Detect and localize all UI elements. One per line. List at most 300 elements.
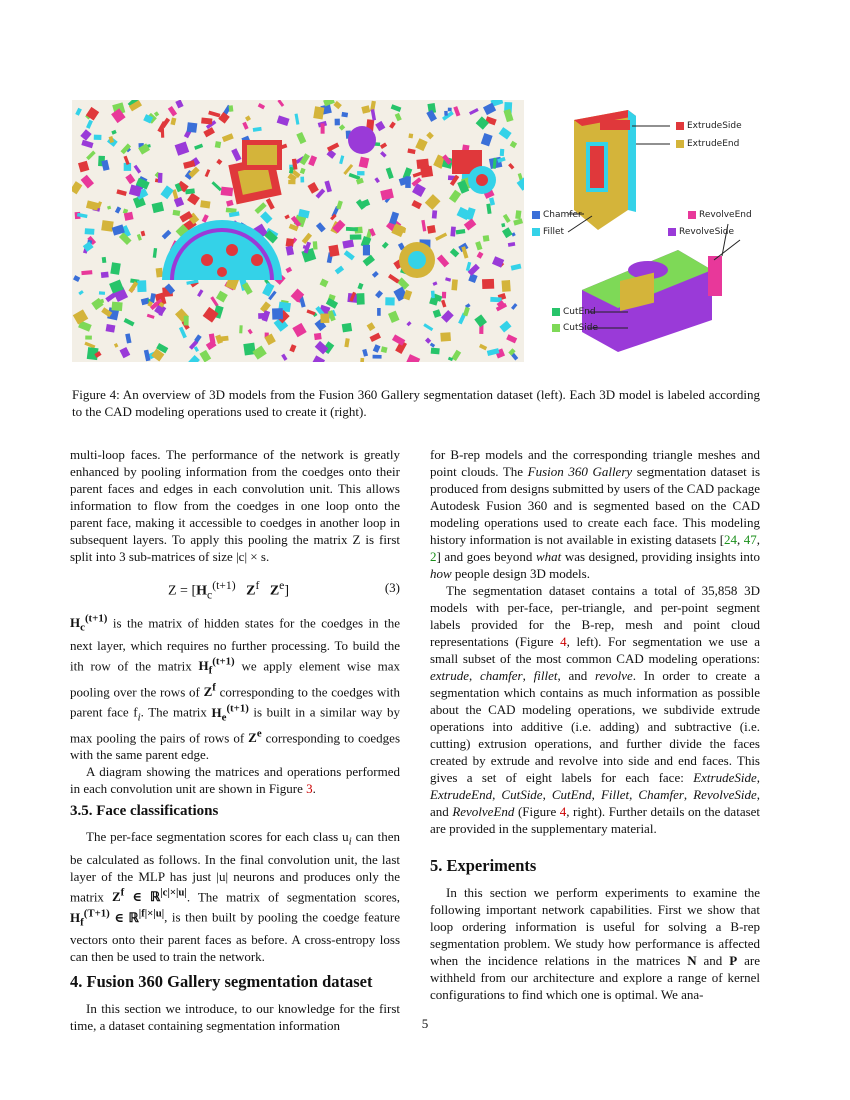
gallery-shape [203, 127, 215, 137]
math-z-e: $Z^e$ [248, 728, 262, 746]
gallery-shape [359, 157, 370, 169]
gallery-shape [216, 159, 222, 165]
gallery-shape [405, 176, 411, 188]
label-extrude-side [676, 121, 742, 131]
chamfer-swatch [532, 211, 540, 219]
paragraph [430, 884, 760, 1003]
gallery-shape [363, 255, 375, 267]
eq-zf: Z [246, 583, 256, 599]
gallery-shape [499, 321, 511, 333]
gallery-shape [160, 185, 173, 199]
revolve-end-swatch [688, 211, 696, 219]
gallery-shape [370, 333, 381, 342]
gallery-shape [411, 200, 422, 209]
gallery-shape [137, 280, 146, 292]
gallery-shape [441, 310, 454, 323]
gallery-shape [300, 168, 306, 174]
cut-side-swatch [552, 324, 560, 332]
gallery-shape [187, 193, 200, 206]
gallery-shape [328, 245, 339, 257]
gallery-shape [415, 138, 427, 151]
gallery-shape [344, 338, 349, 347]
gallery-shape [101, 160, 109, 171]
gallery-shape [342, 323, 352, 333]
gallery-shape [125, 174, 135, 185]
gallery-shape [94, 135, 102, 140]
gallery-shape [451, 350, 461, 361]
text: is built in a similar way by max pooling the pairs of rows of [70, 704, 401, 746]
gallery-shape [511, 264, 522, 271]
gallery-shape [377, 308, 381, 316]
text: . The matrix [140, 704, 207, 720]
gallery-shape [444, 111, 448, 116]
text: we apply element wise max pooling over the rows of [70, 658, 401, 700]
gallery-shape [513, 218, 523, 225]
gallery-shape [216, 291, 228, 303]
text: segmentation dataset is produced from designs submitted by users of the CAD package Autodesk Fusion 360 and is segmented based on the CAD modeling operations used to create each face. This modeling history information is not available in existing datasets [ [430, 464, 761, 547]
gallery-shape [156, 268, 164, 278]
gallery-shape [308, 155, 317, 166]
gallery-shape [453, 106, 460, 116]
gallery-shape [448, 108, 452, 112]
label-text: CutEnd [563, 307, 596, 317]
gallery-shape [380, 151, 387, 158]
gallery-shape [106, 324, 116, 333]
extrude-end-swatch [676, 140, 684, 148]
gallery-shape [375, 290, 383, 298]
gallery-shape [242, 122, 248, 130]
eq-ze: Z [269, 583, 280, 599]
section-heading-4: 4. Fusion 360 Gallery segmentation dataset [70, 972, 373, 992]
gallery-shape [431, 291, 435, 299]
gallery-shape [435, 232, 447, 240]
gallery-shape [437, 254, 449, 267]
text: for B-rep models and the corresponding triangle meshes and point clouds. The [430, 447, 760, 479]
gallery-shape [380, 142, 387, 148]
gallery-shape [425, 194, 441, 210]
math-h-c: $H_c^{(t+1)}$ [70, 613, 108, 634]
math-subscript-i: i [137, 711, 141, 724]
emphasis: CutSide [501, 787, 543, 802]
gallery-shape [371, 109, 376, 120]
gallery-shape [336, 200, 343, 209]
gallery-shape [147, 314, 155, 319]
label-text: RevolveSide [679, 227, 735, 237]
gallery-shape [183, 160, 195, 169]
gallery-shape [73, 309, 88, 324]
gallery-shape [440, 332, 451, 341]
gallery-shape [173, 210, 181, 216]
gallery-shape [381, 346, 388, 353]
gallery-shape [85, 228, 95, 235]
paragraph: In this section we introduce, to our knowledge for the first time, a dataset containing segmentation information [70, 1001, 400, 1034]
gallery-shape [406, 321, 411, 326]
gallery-shape [116, 189, 127, 196]
gallery-shape [200, 200, 210, 208]
gallery-shape [464, 219, 477, 231]
revolve-side-swatch [668, 228, 676, 236]
gallery-shape [382, 242, 389, 249]
gallery-shape [463, 307, 470, 317]
gallery-shape [389, 122, 396, 129]
gallery-shape [511, 303, 517, 310]
gallery-shape [423, 323, 433, 331]
text: , left). For segmentation we use a small subset of the most common CAD modeling operations: [430, 634, 760, 666]
gallery-shape [421, 220, 426, 232]
gallery-shape [221, 187, 234, 197]
gallery-shape [433, 309, 442, 318]
gallery-shape [231, 148, 241, 161]
gallery-shape [107, 206, 111, 210]
gallery-shape [152, 202, 164, 213]
section-heading-5: 5. Experiments [430, 856, 537, 875]
label-text: RevolveEnd [699, 210, 752, 220]
gallery-shape [357, 283, 363, 290]
gallery-shape [80, 129, 91, 140]
gallery-shape [175, 141, 190, 155]
gallery-shape [504, 109, 514, 122]
gallery-shape [374, 177, 380, 183]
gallery-shape [295, 113, 300, 124]
emphasis: Fillet [600, 787, 630, 802]
label-cut-end [552, 307, 596, 317]
emphasis: what [535, 549, 562, 564]
gallery-shape [154, 111, 159, 116]
emphasis: extrude [430, 668, 469, 683]
gallery-shape [101, 272, 109, 278]
emphasis: chamfer [480, 668, 523, 683]
gallery-shape [111, 130, 116, 135]
figure-caption: Figure 4: An overview of 3D models from the Fusion 360 Gallery segmentation dataset (left). Each 3D model is labeled according to the CAD modeling operations used to create it (right). [72, 387, 760, 419]
gallery-shape [442, 111, 454, 121]
gallery-shape [81, 140, 93, 148]
text: and [703, 953, 723, 968]
gallery-shape [474, 314, 487, 327]
gallery-shape [327, 142, 339, 151]
gallery-shape [357, 171, 364, 175]
gallery-shape [350, 234, 362, 239]
gallery-shape [292, 323, 306, 337]
gallery-shape [306, 309, 315, 315]
gallery-shape [475, 241, 482, 250]
gallery-shape [141, 231, 146, 237]
gallery-shape [406, 354, 420, 362]
eq-rhs: ] [284, 583, 290, 599]
paragraph [70, 828, 400, 965]
gallery-shape [502, 280, 511, 292]
gallery-shape [375, 121, 385, 131]
gallery-shape [75, 108, 82, 116]
gallery-shape [445, 277, 451, 281]
gallery-shape [320, 313, 329, 323]
math-z-f-dim: $Z^f$ ∈ ℝ$^{|c|\times|u|}$ [111, 887, 187, 905]
gallery-shape [425, 338, 431, 344]
gallery-shape [248, 329, 253, 335]
label-extrude-end [676, 139, 739, 149]
gallery-shape [367, 322, 376, 331]
gallery-shape [281, 354, 287, 361]
gallery-shape [168, 106, 177, 117]
math-n: N [687, 953, 697, 968]
gallery-shape [101, 220, 114, 232]
gallery-shape [194, 144, 203, 150]
gallery-shape [239, 325, 243, 333]
gallery-shape [431, 348, 440, 355]
text: was designed, providing insights into [564, 549, 761, 564]
eq-h: H [196, 583, 207, 599]
text: . The matrix of segmentation scores, [186, 889, 401, 905]
gallery-shape [110, 262, 120, 275]
gallery-shape [286, 267, 293, 273]
gallery-shape [245, 115, 251, 121]
gallery-shape [450, 248, 459, 257]
gallery-shape [343, 164, 353, 175]
gallery-shape [316, 222, 326, 232]
gallery-shape [134, 165, 142, 174]
gallery-shape [258, 103, 265, 109]
label-cut-side [552, 323, 598, 333]
gallery-shape [184, 316, 189, 326]
gallery-shape [482, 279, 494, 289]
gallery-shape [441, 300, 446, 308]
gallery-shape [508, 163, 514, 170]
gallery-shape [185, 188, 195, 194]
equation-3 [70, 569, 400, 607]
gallery-shape [483, 235, 490, 242]
text: . In order to create a segmentation which contains as much information as possible about the CAD modeling operations, we subdivide extrude operations into additive (i.e. adding) and subtractive (i.e. cutting) extrusion operations, and further divide the faces created by extrude and revolve into side and end faces. This gives a set of eight labels for each face: [430, 668, 761, 785]
eq-ze-sup: e [279, 579, 285, 592]
gallery-shape [335, 266, 344, 275]
gallery-shape [226, 200, 234, 207]
figure-4 [72, 100, 758, 362]
emphasis: ExtrudeEnd [430, 787, 493, 802]
gallery-shape [506, 334, 517, 343]
fillet-swatch [532, 228, 540, 236]
gallery-shape [324, 181, 332, 193]
citation-link[interactable]: 24 [724, 532, 738, 547]
labeled-parts-panel [528, 100, 758, 362]
gallery-shape [422, 168, 430, 175]
equation-number: (3) [384, 580, 400, 595]
text: ] and goes beyond [436, 549, 533, 564]
text: corresponding to the coedges with parent face f [70, 684, 401, 720]
gallery-shape [302, 233, 312, 244]
paragraph: The segmentation dataset contains a total of 35,858 3D models with per-face, per-triangle, and per-point segment labels provided for the B-rep, mesh and point cloud representations (Figure 4, left). For segmentation we use a small subset of the most common CAD modeling operations: extrude, chamfer, fillet, and revolve. In order to create a segmentation which contains as much information as possible about the CAD modeling operations, we subdivide extrude operations into additive (i.e. adding) and subtractive (i.e. cutting) extrusion operations, and further divide the faces created by extrude and revolve into side and end faces. This gives a set of eight labels for each face: ExtrudeSide, ExtrudeEnd, CutSide, CutEnd, Fillet, Chamfer, RevolveSide, and RevolveEnd (Figure 4, right). Further details on the dataset are provided in the supplementary material. [430, 583, 761, 836]
left-column [70, 446, 400, 1034]
math-h-f-final: $H_f^{(T+1)}$ ∈ ℝ$^{|f|\times|u|}$ [70, 907, 165, 929]
label-text: Chamfer [543, 210, 582, 220]
gallery-shape [363, 245, 370, 256]
gallery-shape [102, 257, 107, 263]
gallery-shape [339, 155, 344, 164]
gallery-shape [277, 100, 284, 107]
text: corresponding to coedges with the same parent edge. [70, 730, 400, 763]
gallery-shape [357, 293, 365, 305]
text: , right). Further details on the dataset are provided in the supplementary material. [430, 804, 761, 836]
gallery-shape [388, 274, 400, 284]
gallery-shape [114, 343, 118, 348]
label-text: Fillet [543, 227, 565, 237]
text: In this section we perform experiments to examine the following important network capabilities. First we show that loop ordering information is useful for solving a B-rep segmentation problem. We study how performance is affected when the incidence relations in the matrices [430, 885, 760, 968]
gallery-shape [344, 250, 355, 260]
gallery-shape [502, 227, 513, 238]
gallery-shape [99, 291, 105, 295]
gallery-shape [194, 346, 199, 352]
math-z-f: $Z^f$ [203, 681, 216, 700]
gallery-shape [308, 182, 319, 194]
emphasis: revolve [595, 668, 633, 683]
gallery-shape [395, 113, 402, 121]
gallery-shape [508, 242, 516, 247]
gallery-shape [499, 127, 512, 139]
text: (Figure [517, 804, 557, 819]
citation-link[interactable]: 2 [430, 549, 437, 564]
page-number: 5 [421, 1016, 429, 1031]
gallery-shape [335, 119, 340, 126]
gallery-shape [510, 141, 517, 148]
section-heading-3-5: 3.5. Face classifications [70, 803, 219, 820]
gallery-shape [197, 289, 203, 297]
gallery-shape [199, 350, 211, 362]
gallery-shape [456, 229, 466, 234]
gallery-shape [373, 344, 381, 353]
figure-ref-link[interactable]: 4 [559, 804, 567, 819]
gallery-shape [222, 133, 234, 142]
gallery-shape [481, 133, 493, 146]
emphasis: fillet [533, 668, 558, 683]
paragraph: for B-rep models and the corresponding triangle meshes and point clouds. The Fusion 360 Gallery segmentation dataset is produced from designs submitted by users of the CAD package Autodesk Fusion 360 and is segmented based on the CAD modeling operations used to create each face. This modeling history information is not available in existing datasets [24, 47, 2] and goes beyond what was designed, providing insights into how people design 3D models. [430, 447, 761, 581]
citation-link[interactable]: 47 [743, 532, 757, 547]
label-text: ExtrudeEnd [687, 139, 740, 149]
figure-ref-link[interactable]: 4 [560, 634, 567, 649]
gallery-shape [416, 159, 429, 169]
text: can then be calculated as follows. In the final convolution unit, the last layer of the MLP has just |u| neurons and produces only the matrix [70, 829, 401, 905]
gallery-shape [211, 181, 221, 191]
gallery-shape [373, 355, 382, 359]
label-revolve-end [688, 210, 752, 220]
gallery-shape [407, 148, 415, 154]
emphasis: RevolveEnd [452, 804, 515, 819]
math-p: P [729, 953, 738, 968]
gallery-shape [253, 127, 262, 132]
label-text: CutSide [563, 323, 598, 333]
gallery-shape [81, 270, 92, 275]
gallery-shape [450, 227, 456, 237]
label-chamfer [532, 210, 582, 220]
gallery-shape [296, 132, 306, 144]
gallery-shape [215, 141, 221, 148]
label-fillet [532, 227, 564, 237]
gallery-shape [266, 198, 275, 210]
text: are withheld from our architecture and explore a range of kernel configurations to find which one is optimal. We ana- [430, 953, 761, 1002]
paragraph [70, 763, 400, 797]
gallery-shape [300, 177, 304, 183]
gallery-shape [73, 275, 80, 282]
eq-h-sup: (t+1) [212, 579, 236, 592]
paragraph: multi-loop faces. The performance of the network is greatly enhanced by pooling information from the coedges onto their parent faces and edges in each convolution unit. This allows information to flow from the coedges in one loop onto the parent face, making it accessible to coedges in another loop in subsequent layers. To apply this pooling the matrix Z is first split into 3 sub-matrices of size |c| × s. [70, 447, 400, 564]
text: The segmentation dataset contains a total of 35,858 3D models with per-face, per-triangle, and per-point segment labels provided for the B-rep, mesh and point cloud representations (Figure [430, 583, 760, 649]
gallery-shape [346, 227, 358, 232]
math-h-f: $H_f^{(t+1)}$ [198, 655, 235, 677]
gallery-illustration [72, 100, 524, 362]
gallery-shape [188, 355, 200, 362]
gallery-shape [125, 333, 131, 343]
gallery-shape [327, 149, 337, 158]
gallery-shape [388, 311, 400, 323]
gallery-shape [313, 241, 318, 249]
gallery-shape [208, 111, 220, 118]
gallery-shape [321, 123, 325, 133]
gallery-shape [153, 248, 157, 258]
gallery-shape [427, 225, 436, 234]
gallery-shape [342, 239, 354, 248]
gallery-shape [124, 318, 135, 326]
gallery-shape [301, 248, 316, 263]
gallery-shape [86, 120, 93, 129]
text: A diagram showing the matrices and operations performed in each convolution unit are shown in Figure [70, 764, 400, 797]
gallery-shape [260, 211, 272, 223]
cut-end-swatch [552, 308, 560, 316]
gallery-shape [170, 118, 176, 126]
text: , is then built by pooling the coedge feature vectors onto their parent faces as before. A cross-entropy loss can then be used to train the network. [70, 909, 401, 965]
gallery-shape [86, 151, 96, 161]
gallery-shape [311, 355, 325, 362]
gallery-shape [386, 167, 394, 179]
text: . [312, 781, 316, 797]
gallery-shape [313, 106, 324, 119]
gallery-shape [477, 252, 484, 259]
gallery-shape [78, 290, 83, 295]
eq-zf-sup: f [255, 579, 260, 592]
math-subscript-i: i [348, 836, 352, 849]
gallery-shape [361, 105, 370, 114]
gallery-shape [137, 234, 142, 241]
figure-ref-link[interactable]: 3 [306, 781, 313, 797]
text: is the matrix of hidden states for the coedges in the next layer, which requires no further processing. To build the ith row of the matrix [70, 615, 401, 674]
gallery-shape [205, 169, 211, 177]
math-h-e: $H_e^{(t+1)}$ [211, 702, 249, 724]
gallery-shape [501, 223, 505, 227]
gallery-shape [229, 105, 234, 112]
gallery-shape [202, 214, 209, 222]
label-revolve-side [668, 227, 734, 237]
gallery-shape [341, 112, 348, 117]
gallery-shape [426, 132, 434, 140]
gallery-shape [442, 292, 446, 299]
gallery-shape [500, 149, 505, 156]
gallery-shape [469, 108, 479, 115]
gallery-shape [158, 173, 163, 183]
gallery-shape [503, 214, 511, 223]
gallery-shape [385, 297, 394, 305]
gallery-shape [362, 349, 368, 357]
eq-h-sub: c [207, 588, 213, 602]
extrude-side-swatch [676, 122, 684, 130]
gallery-shape [397, 277, 409, 289]
gallery-shape [72, 181, 82, 194]
text: The per-face segmentation scores for each class u [86, 829, 349, 845]
gallery-shape [175, 100, 183, 108]
gallery-shape [286, 238, 295, 247]
eq-lhs: Z = [ [168, 583, 197, 599]
gallery-shape [372, 271, 379, 278]
emphasis: ExtrudeSide [693, 770, 757, 785]
emphasis: RevolveSide [693, 787, 757, 802]
gallery-shape [81, 175, 94, 189]
gallery-shape [128, 281, 138, 293]
paragraph [70, 611, 400, 763]
gallery-shape [479, 344, 487, 351]
